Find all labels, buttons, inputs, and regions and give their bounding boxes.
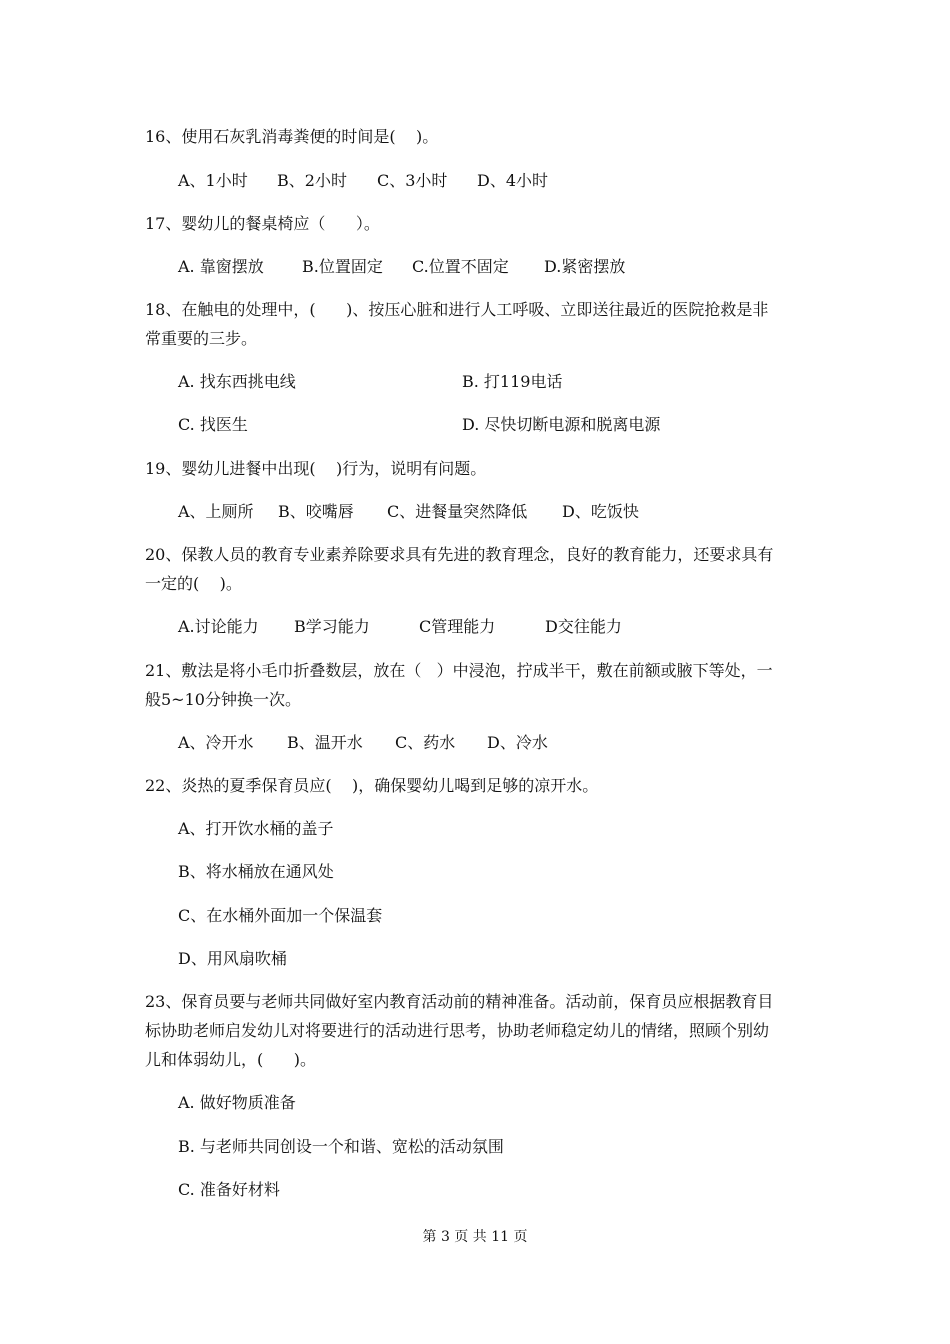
question-stem: 16、使用石灰乳消毒粪便的时间是( )。 (145, 127, 439, 146)
option-a: A. 找东西挑电线 (178, 372, 296, 391)
question-stem: 23、保育员要与老师共同做好室内教育活动前的精神准备。活动前，保育员应根据教育目 (145, 992, 774, 1011)
option-d: D、冷水 (487, 733, 548, 752)
option-a: A、冷开水 (178, 733, 254, 752)
option-b: B、温开水 (287, 733, 363, 752)
option-c: C、进餐量突然降低 (387, 502, 528, 521)
option-a: A.讨论能力 (178, 617, 259, 636)
option-d: D、用风扇吹桶 (178, 949, 287, 968)
question-stem-cont: 儿和体弱幼儿，( )。 (145, 1050, 317, 1069)
option-d: D交往能力 (545, 617, 622, 636)
option-b: B、将水桶放在通风处 (178, 862, 334, 881)
option-c: C、在水桶外面加一个保温套 (178, 906, 383, 925)
option-a: A. 做好物质准备 (178, 1093, 296, 1112)
option-c: C管理能力 (419, 617, 496, 636)
option-a: A、上厕所 (178, 502, 254, 521)
option-b: B. 打119电话 (462, 372, 563, 391)
option-c: C. 准备好材料 (178, 1180, 280, 1199)
option-d: D.紧密摆放 (544, 257, 626, 276)
option-b: B、咬嘴唇 (278, 502, 354, 521)
question-stem: 19、婴幼儿进餐中出现( )行为，说明有问题。 (145, 459, 487, 478)
option-a: A、1小时 (178, 171, 248, 190)
question-stem: 22、炎热的夏季保育员应( )，确保婴幼儿喝到足够的凉开水。 (145, 776, 599, 795)
option-b: B. 与老师共同创设一个和谐、宽松的活动氛围 (178, 1137, 504, 1156)
option-a: A. 靠窗摆放 (178, 257, 264, 276)
option-a: A、打开饮水桶的盖子 (178, 819, 334, 838)
option-c: C、3小时 (377, 171, 448, 190)
option-c: C.位置不固定 (412, 257, 509, 276)
question-stem-cont: 常重要的三步。 (145, 329, 258, 348)
option-b: B.位置固定 (302, 257, 383, 276)
option-d: D、4小时 (477, 171, 549, 190)
question-stem: 21、敷法是将小毛巾折叠数层，放在（ ）中浸泡，拧成半干，敷在前额或腋下等处，一 (145, 661, 773, 680)
question-stem: 17、婴幼儿的餐桌椅应（ ）。 (145, 214, 380, 233)
question-stem-cont: 标协助老师启发幼儿对将要进行的活动进行思考，协助老师稳定幼儿的情绪，照顾个别幼 (145, 1021, 770, 1040)
question-stem-cont: 一定的( )。 (145, 574, 242, 593)
question-stem-cont: 般5~10分钟换一次。 (145, 690, 301, 709)
option-b: B、2小时 (277, 171, 347, 190)
option-c: C、药水 (395, 733, 456, 752)
question-stem: 18、在触电的处理中，( )、按压心脏和进行人工呼吸、立即送往最近的医院抢救是非 (145, 300, 769, 319)
option-b: B学习能力 (294, 617, 370, 636)
page-footer: 第 3 页 共 11 页 (422, 1229, 528, 1245)
option-d: D、吃饭快 (562, 502, 639, 521)
option-d: D. 尽快切断电源和脱离电源 (462, 415, 661, 434)
option-c: C. 找医生 (178, 415, 248, 434)
question-stem: 20、保教人员的教育专业素养除要求具有先进的教育理念，良好的教育能力，还要求具有 (145, 545, 774, 564)
